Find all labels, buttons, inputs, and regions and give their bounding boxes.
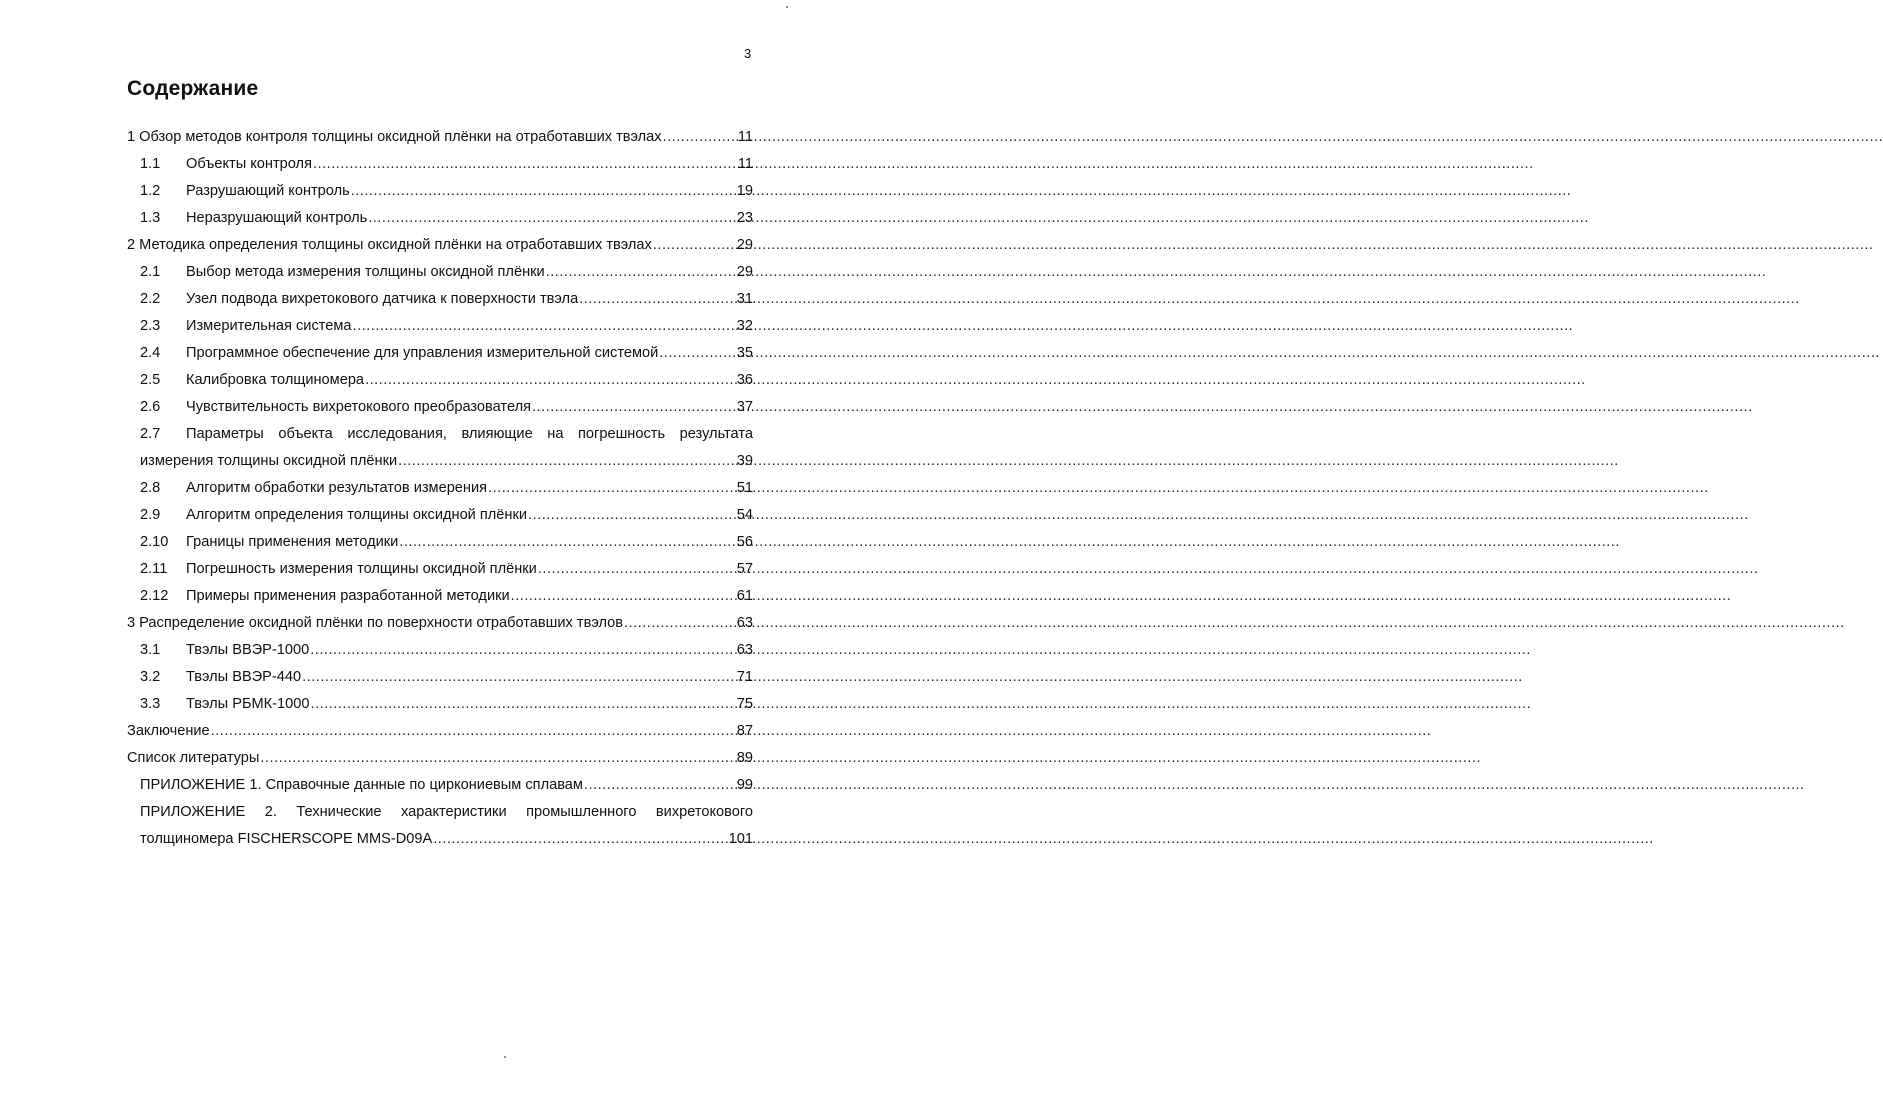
toc-entry-label: Заключение <box>127 723 210 739</box>
toc-entry-3-2[interactable] <box>140 666 753 688</box>
toc-entry-label: Твэлы РБМК-1000 <box>186 696 310 712</box>
toc-entry-label: Твэлы ВВЭР-1000 <box>186 642 310 658</box>
toc-entry-page: 29 <box>736 237 753 253</box>
toc-section-number: 2.7 <box>140 426 161 442</box>
toc-section-number: 1.2 <box>140 183 161 199</box>
dot-leader <box>663 126 736 148</box>
toc-entry-2-7[interactable] <box>140 423 753 445</box>
toc-entry-label: Границы применения методики <box>186 534 399 550</box>
toc-section-number: 2.11 <box>140 561 168 577</box>
toc-entry-references[interactable] <box>127 747 753 769</box>
dot-leader <box>399 531 734 553</box>
toc-entry-1-2[interactable] <box>140 180 753 202</box>
dot-leader <box>532 396 735 418</box>
toc-section-number: 3.1 <box>140 642 161 658</box>
toc-section-number: 3.2 <box>140 669 161 685</box>
dot-leader <box>488 477 735 499</box>
toc-entry-label-line2: толщиномера FISCHERSCOPE MMS-D09A <box>140 831 433 847</box>
toc-entry-label: Примеры применения разработанной методики <box>186 588 510 604</box>
toc-entry-1-1[interactable] <box>140 153 753 175</box>
toc-entry-2-12[interactable] <box>140 585 753 607</box>
toc-entry-page: 61 <box>736 588 753 604</box>
toc-section-number: 2.9 <box>140 507 161 523</box>
toc-entry-page: 54 <box>736 507 753 523</box>
toc-entry-2-5[interactable] <box>140 369 753 391</box>
toc-entry-conclusion[interactable] <box>127 720 753 742</box>
dot-leader <box>584 774 735 796</box>
toc-entry-2-1[interactable] <box>140 261 753 283</box>
toc-entry-label: 3 Распределение оксидной плёнки по поверхности отработавших твэлов <box>127 615 623 631</box>
toc-entry-2-3[interactable] <box>140 315 753 337</box>
dot-leader <box>368 207 735 229</box>
toc-entry-2-11[interactable] <box>140 558 753 580</box>
toc-entry-label-line1: Параметры объекта исследования, влияющие на погрешность результата <box>186 426 753 442</box>
toc-entry-page: 31 <box>736 291 753 307</box>
toc-section-number: 2.4 <box>140 345 161 361</box>
toc-entry-ch1[interactable] <box>127 126 753 148</box>
toc-entry-page: 29 <box>736 264 753 280</box>
dot-leader <box>365 369 735 391</box>
toc-entry-appendix-2-cont[interactable] <box>140 828 753 850</box>
dot-leader <box>302 666 735 688</box>
dot-leader <box>353 315 735 337</box>
toc-entry-page: 63 <box>736 615 753 631</box>
dot-leader <box>260 747 734 769</box>
toc-section-number: 2.6 <box>140 399 161 415</box>
toc-entry-page: 11 <box>737 129 753 145</box>
toc-entry-label-line2: измерения толщины оксидной плёнки <box>140 453 398 469</box>
toc-section-number: 2.1 <box>140 264 161 280</box>
toc-entry-label: Разрушающий контроль <box>186 183 350 199</box>
toc-entry-appendix-2[interactable] <box>140 801 753 823</box>
dot-leader <box>538 558 735 580</box>
dot-leader <box>659 342 734 364</box>
toc-entry-label: Узел подвода вихретокового датчика к поверхности твэла <box>186 291 579 307</box>
toc-entry-ch3[interactable] <box>127 612 753 634</box>
toc-entry-appendix-1[interactable] <box>140 774 753 796</box>
toc-entry-page: 11 <box>737 156 753 172</box>
toc-entry-label: Выбор метода измерения толщины оксидной плёнки <box>186 264 545 280</box>
dot-leader <box>511 585 735 607</box>
toc-entry-2-2[interactable] <box>140 288 753 310</box>
toc-entry-label: Калибровка толщиномера <box>186 372 365 388</box>
toc-section-number: 2.5 <box>140 372 161 388</box>
toc-section-number: 2.10 <box>140 534 169 550</box>
dot-leader <box>528 504 735 526</box>
toc-entry-2-8[interactable] <box>140 477 753 499</box>
page-title: Содержание <box>127 77 259 100</box>
toc-entry-label: Неразрушающий контроль <box>186 210 368 226</box>
toc-entry-2-9[interactable] <box>140 504 753 526</box>
toc-entry-page: 71 <box>736 669 753 685</box>
toc-section-number: 1.1 <box>140 156 161 172</box>
toc-entry-label-line1: ПРИЛОЖЕНИЕ 2. Технические характеристики промышленного вихретокового <box>140 804 753 820</box>
toc-entry-label: 2 Методика определения толщины оксидной плёнки на отработавших твэлах <box>127 237 652 253</box>
toc-entry-page: 99 <box>736 777 753 793</box>
toc-entry-label: Программное обеспечение для управления измерительной системой <box>186 345 659 361</box>
toc-entry-label: ПРИЛОЖЕНИЕ 1. Справочные данные по циркониевым сплавам <box>140 777 583 793</box>
dot-leader <box>398 450 735 472</box>
toc-entry-page: 36 <box>736 372 753 388</box>
toc-entry-2-4[interactable] <box>140 342 753 364</box>
toc-section-number: 2.12 <box>140 588 169 604</box>
toc-entry-ch2[interactable] <box>127 234 753 256</box>
toc-section-number: 1.3 <box>140 210 161 226</box>
toc-entry-page: 56 <box>736 534 753 550</box>
dot-leader <box>579 288 735 310</box>
toc-entry-label: Алгоритм обработки результатов измерения <box>186 480 488 496</box>
toc-entry-label: Список литературы <box>127 750 260 766</box>
toc-entry-1-3[interactable] <box>140 207 753 229</box>
toc-entry-label: Измерительная система <box>186 318 352 334</box>
toc-section-number: 2.3 <box>140 318 161 334</box>
toc-entry-label: Твэлы ВВЭР-440 <box>186 669 302 685</box>
toc-entry-2-6[interactable] <box>140 396 753 418</box>
toc-entry-label: Погрешность измерения толщины оксидной плёнки <box>186 561 537 577</box>
toc-section-number: 3.3 <box>140 696 161 712</box>
scan-speck <box>504 1056 506 1058</box>
toc-section-number: 2.8 <box>140 480 161 496</box>
dot-leader <box>624 612 735 634</box>
toc-entry-page: 63 <box>736 642 753 658</box>
toc-entry-page: 57 <box>736 561 753 577</box>
dot-leader <box>546 261 735 283</box>
toc-entry-2-7-cont[interactable] <box>140 450 753 472</box>
toc-entry-page: 75 <box>736 696 753 712</box>
toc-entry-label: Чувствительность вихретокового преобразователя <box>186 399 531 415</box>
toc-entry-label: Объекты контроля <box>186 156 312 172</box>
toc-entry-page: 51 <box>736 480 753 496</box>
dot-leader <box>313 153 736 175</box>
toc-entry-page: 37 <box>736 399 753 415</box>
dot-leader <box>653 234 735 256</box>
dot-leader <box>311 693 735 715</box>
toc-entry-2-10[interactable] <box>140 531 753 553</box>
scan-speck <box>786 6 788 8</box>
dot-leader <box>211 720 735 742</box>
toc-entry-label: Алгоритм определения толщины оксидной плёнки <box>186 507 528 523</box>
toc-entry-3-1[interactable] <box>140 639 753 661</box>
toc-entry-page: 101 <box>728 831 753 847</box>
toc-entry-page: 89 <box>736 750 753 766</box>
toc-entry-page: 19 <box>736 183 753 199</box>
toc-entry-page: 35 <box>736 345 753 361</box>
dot-leader <box>351 180 735 202</box>
toc-entry-page: 23 <box>736 210 753 226</box>
dot-leader <box>433 828 726 850</box>
page-number: 3 <box>744 46 752 61</box>
toc-entry-page: 39 <box>736 453 753 469</box>
toc-section-number: 2.2 <box>140 291 161 307</box>
toc-entry-3-3[interactable] <box>140 693 753 715</box>
toc-entry-label: 1 Обзор методов контроля толщины оксидной плёнки на отработавших твэлах <box>127 129 662 145</box>
dot-leader <box>310 639 735 661</box>
toc-entry-page: 32 <box>736 318 753 334</box>
toc-entry-page: 87 <box>736 723 753 739</box>
